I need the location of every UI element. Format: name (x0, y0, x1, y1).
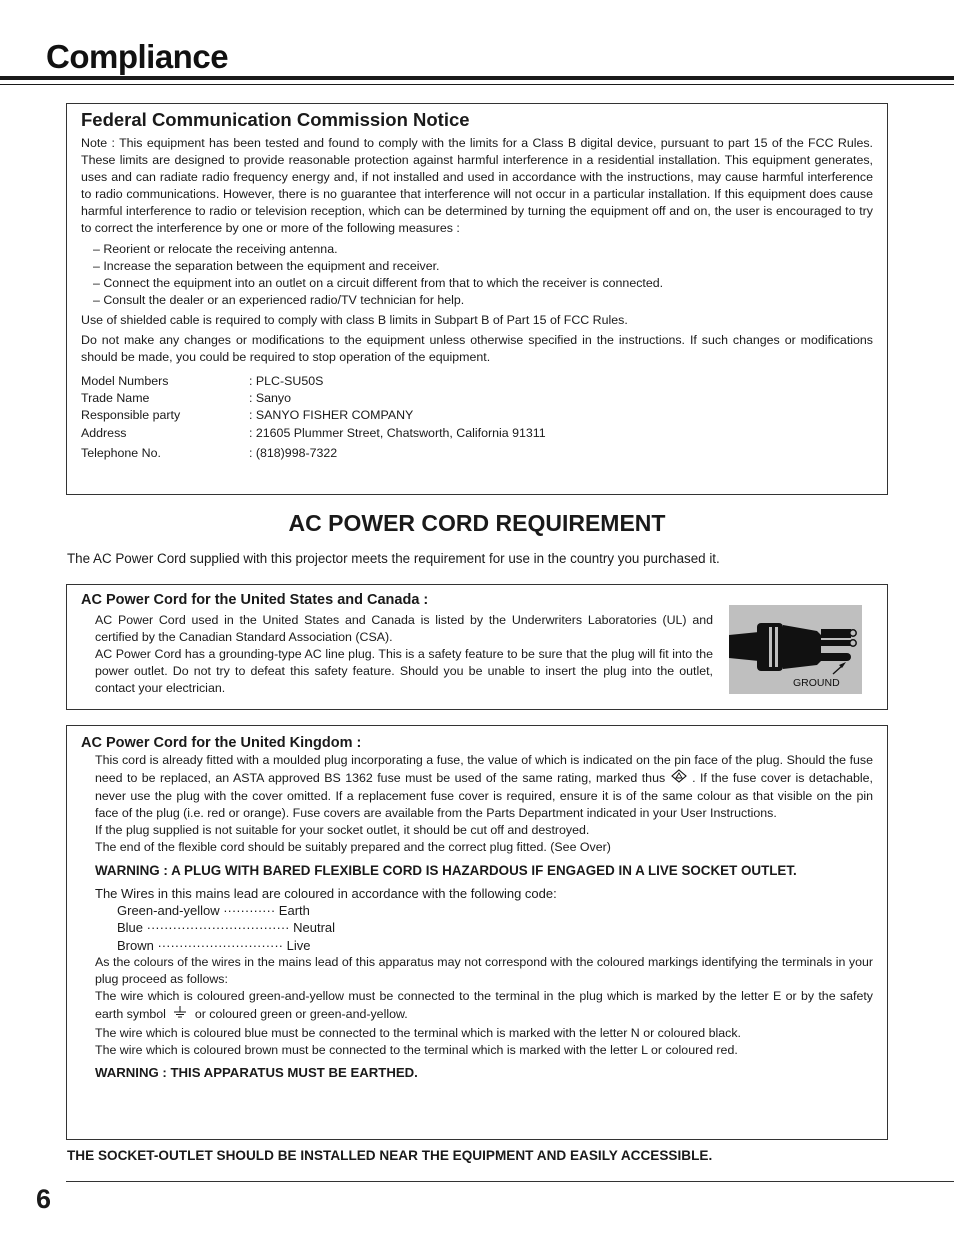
fcc-measures-list (81, 241, 873, 309)
uk-body (81, 752, 873, 1082)
asta-mark-icon (670, 769, 688, 788)
uk-fuse-paragraph (95, 752, 873, 822)
fcc-changes: Do not make any changes or modifications to the equipment unless otherwise specified in the instructions. If such changes or modifications should be made, you could be required to stop operation of the equipment. (81, 333, 873, 365)
fcc-notice-box (66, 103, 888, 495)
ac-intro: The AC Power Cord supplied with this projector meets the requirement for use in the country you purchased it. (67, 551, 720, 566)
uk-fuse-text-a: This cord is already fitted with a moulded plug incorporating a fuse, the value of which is indicated on the pin face of the plug. Should the fuse need to be replaced, an ASTA approved BS 1362 fuse must be used of the same rating, marked thus (95, 753, 873, 785)
fcc-measure: – Increase the separation between the equipment and receiver. (93, 258, 440, 273)
grounding-plug-image (729, 605, 862, 694)
uk-warning-bared-cord: WARNING : A PLUG WITH BARED FLEXIBLE CORD IS HAZARDOUS IF ENGAGED IN A LIVE SOCKET OUTLET. (95, 862, 797, 878)
detail-label: Model Numbers (81, 374, 169, 389)
fcc-measure: – Connect the equipment into an outlet on a circuit different from that to which the receiver is connected. (93, 275, 664, 290)
detail-value: : Sanyo (249, 391, 292, 406)
title-rule-thin (0, 84, 954, 85)
wire-leader: ············ (219, 902, 279, 918)
wire-role: Earth (278, 902, 310, 918)
wire-colour: Brown (117, 937, 154, 953)
detail-label: Responsible party (81, 408, 181, 423)
wire-colour: Blue (117, 920, 144, 936)
wire-role: Live (286, 937, 311, 953)
wire-code-row (95, 902, 873, 919)
us-canada-box (66, 584, 888, 710)
uk-brown-wire: The wire which is coloured brown must be connected to the terminal which is marked with the letter L or coloured red. (95, 1042, 738, 1057)
detail-row (81, 373, 873, 390)
wire-leader: ································· (143, 920, 294, 936)
us-canada-grounding: AC Power Cord has a grounding-type AC line plug. This is a safety feature to be sure that the plug will fit into the power outlet. Do not try to defeat this safety feature. Should you be unable to insert the plug into the outlet, contact your electrician. (95, 647, 713, 696)
uk-warning-earthed: WARNING : THIS APPARATUS MUST BE EARTHED. (95, 1064, 418, 1080)
uk-green-yellow-text-a: The wire which is coloured green-and-yellow must be connected to the terminal in the plug which is marked by the letter E or by the safety earth symbol (95, 989, 873, 1022)
fcc-details (81, 373, 873, 461)
uk-wires-intro: The Wires in this mains lead are coloured in accordance with the following code: (95, 885, 557, 901)
ac-section-title: AC POWER CORD REQUIREMENT (288, 510, 666, 536)
detail-row (81, 407, 873, 424)
title-rule (0, 76, 954, 80)
footer-rule (66, 1181, 954, 1182)
uk-box (66, 725, 888, 1140)
socket-outlet-note: THE SOCKET-OUTLET SHOULD BE INSTALLED NEAR THE EQUIPMENT AND EASILY ACCESSIBLE. (67, 1148, 713, 1163)
uk-cord-prep: The end of the flexible cord should be suitably prepared and the correct plug fitted. (See Over) (95, 840, 611, 855)
detail-label: Trade Name (81, 391, 150, 406)
uk-colour-mismatch: As the colours of the wires in the mains lead of this apparatus may not correspond with the coloured markings identifying the terminals in your plug proceed as follows: (95, 955, 873, 987)
wire-colour: Green-and-yellow (117, 902, 220, 918)
detail-label: Telephone No. (81, 445, 161, 460)
fcc-measure: – Reorient or relocate the receiving antenna. (93, 241, 338, 256)
fcc-heading: Federal Communication Commission Notice (81, 109, 470, 130)
fcc-measure: – Consult the dealer or an experienced radio/TV technician for help. (93, 292, 465, 307)
wire-code-row (95, 919, 873, 936)
page-title: Compliance (46, 38, 229, 75)
fcc-note: Note : This equipment has been tested and found to comply with the limits for a Class B digital device, pursuant to part 15 of the FCC Rules. These limits are designed to provide reasonable protection against harmful interference in a residential installation. This equipment generates, uses and can radiate radio frequency energy and, if not installed and used in accordance with the instructions, may cause harmful interference to radio communications. However, there is no guarantee that interference will not occur in a particular installation. If this equipment does cause harmful interference to radio or television reception, which can be determined by turning the equipment off and on, the user is encouraged to try to correct the interference by one or more of the following measures : (81, 136, 873, 236)
us-canada-heading: AC Power Cord for the United States and Canada : (81, 592, 429, 608)
us-canada-text (95, 612, 713, 697)
detail-row (81, 445, 873, 462)
detail-label: Address (81, 425, 127, 440)
uk-fuse-text-b: . If the fuse cover is detachable, never use the plug with the cover omitted. If a replacement fuse cover is required, ensure it is of the same colour as that visible on the pin face of the plug (i.e. red or orange). Fuse covers are available from the Parts Department indicated in your User Instructions. (95, 770, 873, 821)
detail-value: : SANYO FISHER COMPANY (249, 408, 414, 423)
uk-green-yellow-text-b: or coloured green or green-and-yellow. (194, 1007, 408, 1022)
uk-heading: AC Power Cord for the United Kingdom : (81, 735, 362, 751)
detail-row (81, 425, 873, 442)
page-number: 6 (36, 1184, 52, 1214)
us-canada-listing: AC Power Cord used in the United States and Canada is listed by the Underwriters Laboratories (UL) and certified by the Canadian Standard Association (CSA). (95, 613, 713, 645)
earth-symbol-icon (169, 1005, 191, 1024)
fcc-shielded-cable: Use of shielded cable is required to comply with class B limits in Subpart B of Part 15 of FCC Rules. (81, 312, 628, 327)
wire-role: Neutral (293, 920, 336, 936)
detail-row (81, 390, 873, 407)
uk-blue-wire: The wire which is coloured blue must be connected to the terminal which is marked with the letter N or coloured black. (95, 1025, 741, 1040)
wire-code-list (95, 902, 873, 954)
uk-plug-unsuitable: If the plug supplied is not suitable for your socket outlet, it should be cut off and destroyed. (95, 823, 590, 838)
detail-value: : (818)998-7322 (249, 445, 338, 460)
detail-value: : PLC-SU50S (249, 374, 324, 389)
wire-leader: ····························· (153, 937, 287, 953)
wire-code-row (95, 937, 873, 954)
detail-value: : 21605 Plummer Street, Chatsworth, California 91311 (249, 425, 546, 440)
ground-label: GROUND (793, 677, 840, 689)
uk-green-yellow-wire (95, 988, 873, 1024)
